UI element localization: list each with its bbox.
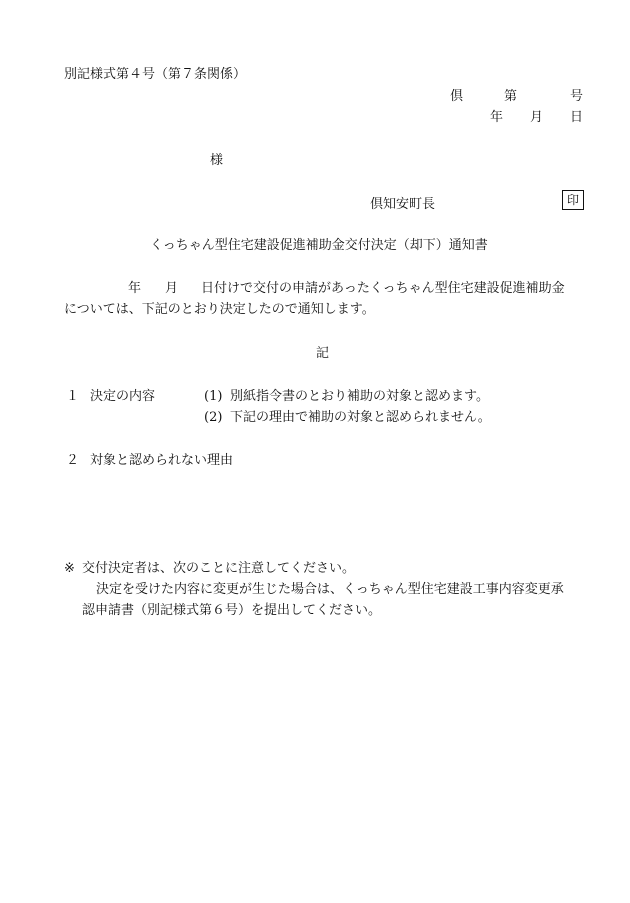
note-line-2: 認申請書（別記様式第６号）を提出してください。 [82, 603, 382, 618]
option-2-text: 下記の理由で補助の対象と認められません。 [230, 410, 491, 425]
date-year: 年 [490, 110, 504, 125]
seal-box: 印 [562, 190, 584, 210]
recipient-honorific: 様 [210, 153, 224, 168]
item-2-label: 対象と認められない理由 [90, 453, 234, 468]
body-month: 月 [165, 281, 179, 296]
doc-number-prefix: 倶 [450, 89, 464, 104]
option-1-number: (1) [204, 389, 223, 404]
item-1-number: １ [66, 389, 80, 404]
option-2-number: (2) [204, 410, 223, 425]
issuer-title: 倶知安町長 [370, 197, 436, 212]
note-mark: ※ [64, 561, 75, 576]
ki-heading: 記 [316, 346, 330, 361]
item-1-label: 決定の内容 [90, 389, 156, 404]
date-month: 月 [530, 110, 544, 125]
doc-number-mid: 第 [504, 89, 518, 104]
date-day: 日 [570, 110, 584, 125]
body-year: 年 [128, 281, 142, 296]
form-identifier: 別記様式第４号（第７条関係） [64, 67, 247, 82]
body-line2: については、下記のとおり決定したので通知します。 [64, 302, 375, 317]
body-line1-rest: 日付けで交付の申請があったくっちゃん型住宅建設促進補助金 [201, 281, 565, 296]
note-line-1: 決定を受けた内容に変更が生じた場合は、くっちゃん型住宅建設工事内容変更承 [96, 582, 564, 597]
doc-number-suffix: 号 [570, 89, 584, 104]
item-2-number: ２ [66, 453, 80, 468]
note-heading: 交付決定者は、次のことに注意してください。 [82, 561, 356, 576]
option-1-text: 別紙指令書のとおり補助の対象と認めます。 [230, 389, 489, 404]
document-title: くっちゃん型住宅建設促進補助金交付決定（却下）通知書 [150, 238, 488, 253]
